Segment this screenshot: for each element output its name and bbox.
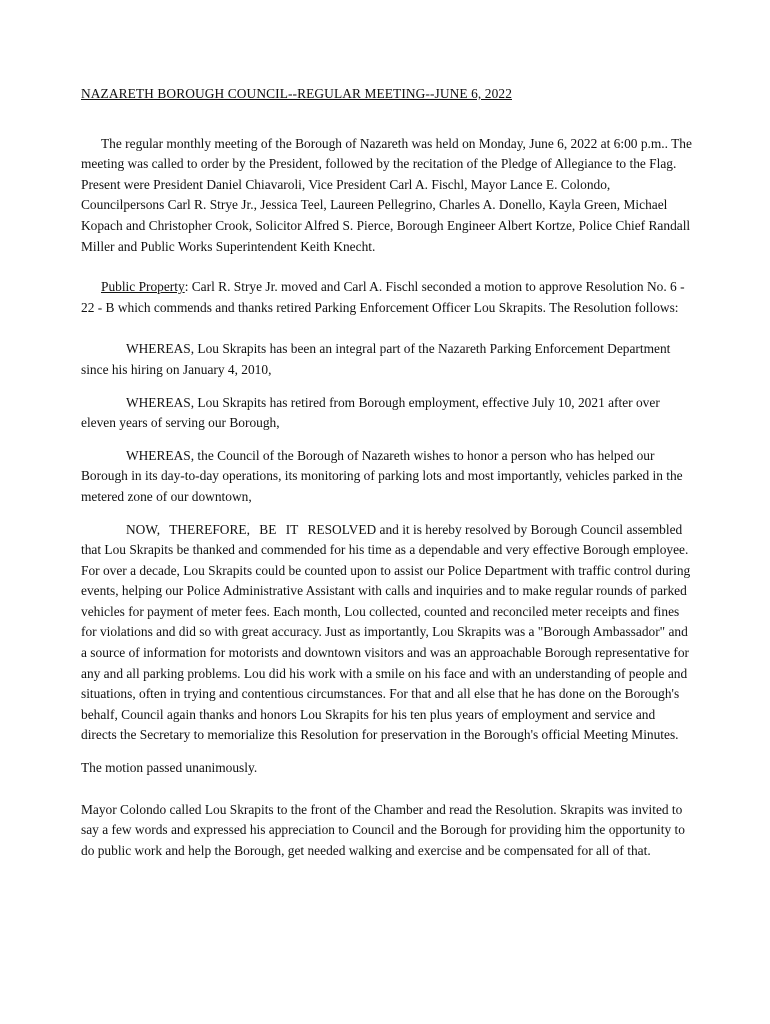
- public-property-paragraph: [81, 277, 693, 318]
- whereas-lead: WHEREAS,: [126, 394, 195, 410]
- whereas-paragraph-2: [81, 393, 693, 434]
- document-page: [81, 84, 693, 861]
- whereas-text: Lou Skrapits has been an integral part of the Nazareth Parking Enforcement Department since his hiring on January 4, 2010,: [81, 341, 671, 377]
- whereas-lead: WHEREAS,: [126, 447, 195, 463]
- document-title: NAZARETH BOROUGH COUNCIL--REGULAR MEETING--JUNE 6, 2022: [81, 86, 512, 101]
- resolved-paragraph: [81, 520, 693, 747]
- resolved-lead: NOW, THEREFORE, BE IT RESOLVED: [126, 521, 377, 537]
- whereas-text: Lou Skrapits has retired from Borough employment, effective July 10, 2021 after over eleven years of serving our Borough,: [81, 394, 660, 431]
- whereas-lead: WHEREAS,: [126, 341, 195, 357]
- public-property-text: : Carl R. Strye Jr. moved and Carl A. Fischl seconded a motion to approve Resolution No. 6 - 22 - B which commends and thanks retired Parking Enforcement Officer Lou Skrapits. The Resolution follows:: [81, 279, 685, 315]
- whereas-text: the Council of the Borough of Nazareth wishes to honor a person who has helped our Borough in its day-to-day operations, its monitoring of parking lots and most importantly, vehicles parked in the metered zone of our downtown,: [81, 447, 683, 504]
- whereas-paragraph-1: [81, 339, 693, 380]
- motion-result: The motion passed unanimously.: [81, 760, 258, 776]
- whereas-paragraph-3: [81, 446, 693, 508]
- mayor-paragraph: Mayor Colondo called Lou Skrapits to the front of the Chamber and read the Resolution. Skrapits was invited to say a few words and expressed his appreciation to Council and the Borough for providing him the opportunity to do public work and help the Borough, get needed walking and exercise and be compensated for all of that.: [81, 801, 685, 858]
- intro-paragraph: The regular monthly meeting of the Borough of Nazareth was held on Monday, June 6, 2022 at 6:00 p.m.. The meeting was called to order by the President, followed by the recitation of the Pledge of Allegiance to the Flag. Present were President Daniel Chiavaroli, Vice President Carl A. Fischl, Mayor Lance E. Colondo, Councilpersons Carl R. Strye Jr., Jessica Teel, Laureen Pellegrino, Charles A. Donello, Kayla Green, Michael Kopach and Christopher Crook, Solicitor Alfred S. Pierce, Borough Engineer Albert Kortze, Police Chief Randall Miller and Public Works Superintendent Keith Knecht.: [81, 135, 692, 254]
- resolved-text: and it is hereby resolved by Borough Council assembled that Lou Skrapits be thanked and commended for his time as a dependable and very effective Borough employee. For over a decade, Lou Skrapits could be counted upon to assist our Police Department with traffic control during events, helping our Police Administrative Assistant with calls and inquiries and to make regular rounds of parked vehicles for payment of meter fees. Each month, Lou collected, counted and reconciled meter receipts and fines for violations and did so with great accuracy. Just as importantly, Lou Skrapits was a "Borough Ambassador" and a source of information for motorists and downtown visitors and was an approachable Borough representative for any and all parking problems. Lou did his work with a smile on his face and with an understanding of people and situations, often in trying and contentious circumstances. For that and all else that he has done on the Borough's behalf, Council again thanks and honors Lou Skrapits for his ten plus years of employment and service and directs the Secretary to memorialize this Resolution for preservation in the Borough's official Meeting Minutes.: [81, 521, 691, 743]
- public-property-label: Public Property: [101, 279, 185, 295]
